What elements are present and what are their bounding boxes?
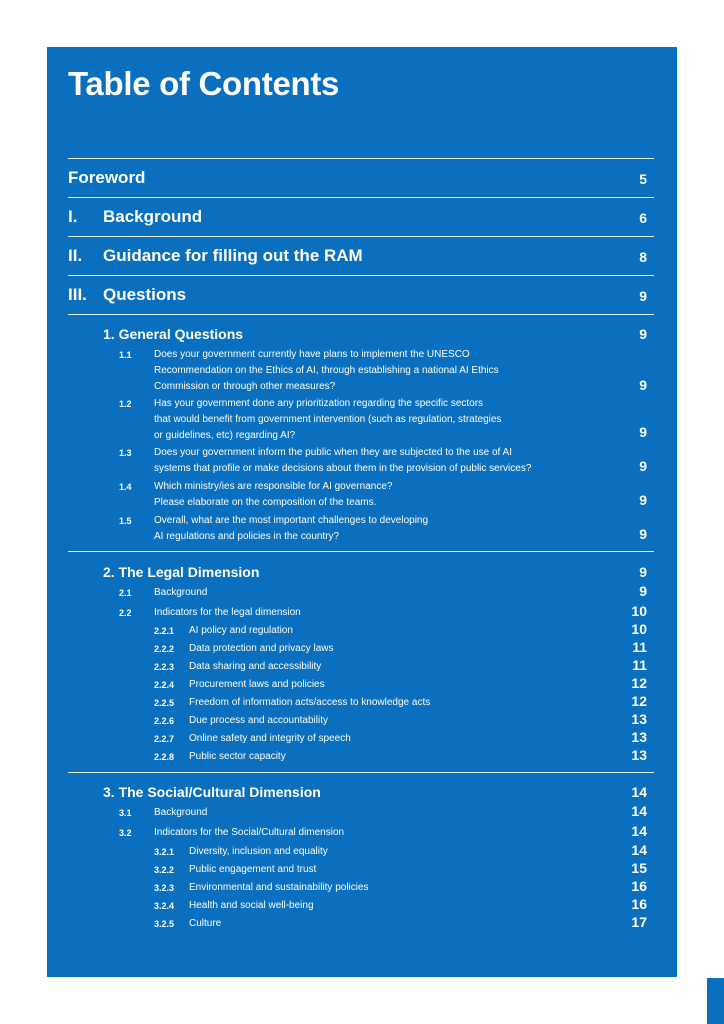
entry-number: 1.2: [119, 399, 132, 409]
page-number: 5: [639, 171, 647, 187]
entry-label: Data sharing and accessibility: [189, 661, 322, 672]
entry-label: Background: [154, 587, 208, 598]
toc-entry-2-2-7[interactable]: [154, 731, 677, 749]
entry-line: or guidelines, etc) regarding AI?: [154, 430, 296, 441]
divider: [68, 158, 654, 159]
entry-label: Indicators for the Social/Cultural dimension: [154, 827, 345, 838]
entry-line: Recommendation on the Ethics of AI, through establishing a national AI Ethics: [154, 365, 499, 376]
entry-number: 3.2.2: [154, 865, 175, 875]
toc-entry-1-5[interactable]: [119, 513, 677, 545]
entry-line: AI regulations and policies in the country?: [154, 531, 340, 542]
page-number: 9: [639, 288, 647, 304]
toc-entry-3-2[interactable]: [119, 825, 677, 843]
toc-entry-legal-dimension[interactable]: [103, 564, 677, 582]
toc-entry-3-2-1[interactable]: [154, 844, 677, 862]
toc-entry-2-2-2[interactable]: [154, 641, 677, 659]
toc-entry-general-questions[interactable]: [103, 326, 677, 344]
entry-number: 3.1: [119, 808, 132, 818]
page-number: 12: [631, 693, 647, 709]
page-number: 6: [639, 210, 647, 226]
entry-label: Procurement laws and policies: [189, 679, 325, 690]
entry-line: Does your government currently have plans to implement the UNESCO: [154, 349, 470, 360]
page-number: 11: [632, 657, 647, 673]
entry-label: Health and social well-being: [189, 900, 314, 911]
toc-entry-2-1[interactable]: [119, 585, 677, 603]
entry-line: Please elaborate on the composition of the teams.: [154, 497, 377, 508]
entry-label: Public engagement and trust: [189, 864, 317, 875]
entry-line: Does your government inform the public when they are subjected to the use of AI: [154, 447, 512, 458]
toc-entry-3-2-2[interactable]: [154, 862, 677, 880]
divider: [68, 197, 654, 198]
entry-number: 2.2.8: [154, 752, 175, 762]
divider: [68, 772, 654, 773]
entry-number: 2.2.2: [154, 644, 175, 654]
toc-entry-background[interactable]: [68, 207, 677, 229]
toc-entry-1-1[interactable]: [119, 347, 677, 395]
entry-number: 1.4: [119, 482, 132, 492]
page-number: 9: [639, 583, 647, 599]
entry-number: III.: [68, 285, 87, 304]
toc-entry-1-2[interactable]: [119, 396, 677, 444]
toc-entry-2-2-8[interactable]: [154, 749, 677, 767]
entry-number: 2.2: [119, 608, 132, 618]
entry-line: Has your government done any prioritization regarding the specific sectors: [154, 398, 484, 409]
toc-entry-foreword[interactable]: [68, 168, 677, 190]
toc-entry-3-2-5[interactable]: [154, 916, 677, 934]
page-number: 17: [631, 914, 647, 930]
entry-number: 2.1: [119, 588, 132, 598]
entry-number: 3.2.5: [154, 919, 175, 929]
entry-label: 1. General Questions: [103, 326, 244, 342]
entry-label: Questions: [103, 285, 187, 304]
divider: [68, 275, 654, 276]
entry-label: Public sector capacity: [189, 751, 286, 762]
entry-label: Background: [103, 207, 203, 226]
toc-entry-social-cultural-dimension[interactable]: [103, 784, 677, 802]
toc-entry-2-2-5[interactable]: [154, 695, 677, 713]
page-number: 11: [632, 639, 647, 655]
edge-tab-marker: [707, 978, 724, 1024]
entry-number: 1.1: [119, 350, 132, 360]
entry-label: Environmental and sustainability policies: [189, 882, 369, 893]
divider: [68, 551, 654, 552]
page-number: 9: [639, 492, 647, 508]
entry-label: Data protection and privacy laws: [189, 643, 334, 654]
toc-entry-1-3[interactable]: [119, 445, 677, 477]
entry-label: 2. The Legal Dimension: [103, 564, 260, 580]
entry-number: 2.2.7: [154, 734, 175, 744]
entry-label: Guidance for filling out the RAM: [103, 246, 363, 265]
toc-entry-3-2-3[interactable]: [154, 880, 677, 898]
entry-label: Diversity, inclusion and equality: [189, 846, 328, 857]
page-number: 14: [631, 823, 647, 839]
entry-label: 3. The Social/Cultural Dimension: [103, 784, 321, 800]
entry-number: II.: [68, 246, 83, 265]
entry-number: 3.2.1: [154, 847, 175, 857]
page-number: 16: [631, 878, 647, 894]
toc-entry-2-2[interactable]: [119, 605, 677, 623]
entry-number: 2.2.1: [154, 626, 175, 636]
toc-entry-2-2-3[interactable]: [154, 659, 677, 677]
page-number: 15: [631, 860, 647, 876]
toc-entry-1-4[interactable]: [119, 479, 677, 511]
entry-number: 1.3: [119, 448, 132, 458]
page-number: 9: [639, 564, 647, 580]
entry-number: 2.2.5: [154, 698, 175, 708]
entry-number: I.: [68, 207, 78, 226]
page-number: 10: [631, 603, 647, 619]
entry-number: 3.2.4: [154, 901, 175, 911]
entry-label: Culture: [189, 918, 222, 929]
page-number: 8: [639, 249, 647, 265]
entry-line: Commission or through other measures?: [154, 381, 336, 392]
page-title: Table of Contents: [68, 65, 340, 102]
page-number: 14: [631, 842, 647, 858]
entry-line: Which ministry/ies are responsible for AI governance?: [154, 481, 393, 492]
entry-number: 2.2.6: [154, 716, 175, 726]
page-number: 9: [639, 377, 647, 393]
page-number: 9: [639, 424, 647, 440]
divider: [68, 314, 654, 315]
entry-number: 2.2.3: [154, 662, 175, 672]
entry-line: Overall, what are the most important challenges to developing: [154, 515, 429, 526]
toc-panel: [47, 47, 677, 977]
entry-label: Foreword: [68, 168, 146, 187]
entry-label: Due process and accountability: [189, 715, 328, 726]
entry-number: 2.2.4: [154, 680, 175, 690]
page-number: 13: [631, 729, 647, 745]
toc-entry-guidance[interactable]: [68, 246, 677, 268]
entry-number: 3.2.3: [154, 883, 175, 893]
entry-line: systems that profile or make decisions about them in the provision of public services?: [154, 463, 532, 474]
page-number: 12: [631, 675, 647, 691]
toc-entry-3-1[interactable]: [119, 805, 677, 823]
page-number: 9: [639, 526, 647, 542]
page-number: 9: [639, 458, 647, 474]
page-number: 16: [631, 896, 647, 912]
entry-label: AI policy and regulation: [189, 625, 293, 636]
toc-entry-2-2-4[interactable]: [154, 677, 677, 695]
entry-line: that would benefit from government intervention (such as regulation, strategies: [154, 414, 502, 425]
entry-label: Background: [154, 807, 208, 818]
entry-label: Indicators for the legal dimension: [154, 607, 301, 618]
toc-entry-2-2-1[interactable]: [154, 623, 677, 641]
entry-label: Online safety and integrity of speech: [189, 733, 351, 744]
toc-entry-3-2-4[interactable]: [154, 898, 677, 916]
page-number: 9: [639, 326, 647, 342]
divider: [68, 236, 654, 237]
toc-entry-questions[interactable]: [68, 285, 677, 307]
page-number: 14: [631, 784, 647, 800]
entry-number: 3.2: [119, 828, 132, 838]
toc-entry-2-2-6[interactable]: [154, 713, 677, 731]
entry-number: 1.5: [119, 516, 132, 526]
entry-label: Freedom of information acts/access to knowledge acts: [189, 697, 431, 708]
page-number: 13: [631, 747, 647, 763]
page-number: 10: [631, 621, 647, 637]
page-number: 13: [631, 711, 647, 727]
page-number: 14: [631, 803, 647, 819]
